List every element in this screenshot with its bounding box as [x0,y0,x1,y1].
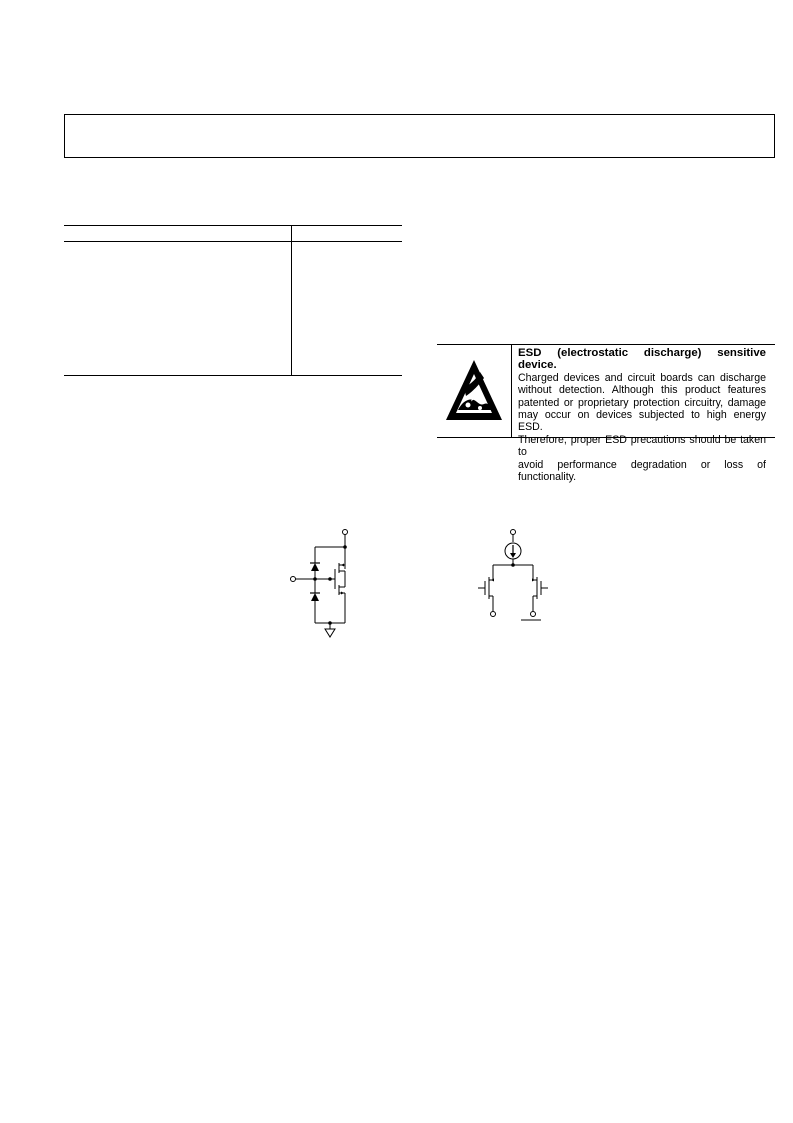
esd-top-rule [437,344,775,345]
esd-body-line: Charged devices and circuit boards can discharge [518,371,766,384]
input-protection-schematic [285,525,365,645]
esd-body-line: may occur on devices subjected to high energy ESD. [518,409,766,434]
table-top-rule [64,225,402,226]
table-column-divider [291,225,292,375]
ground-symbol-icon [325,629,335,637]
table-header-rule [64,241,402,242]
esd-heading: ESD (electrostatic discharge) sensitive device. [518,347,766,372]
esd-divider [511,344,512,438]
esd-body-line: patented or proprietary protection circuitry, damage [518,396,766,409]
esd-caution-box [437,344,775,484]
ratings-table [64,225,402,377]
esd-warning-triangle-icon [444,358,504,422]
esd-body-line: Therefore, proper ESD precautions should be taken to [518,433,766,459]
esd-body-line: avoid performance degradation or loss of functionality. [518,458,766,484]
esd-body-line: without detection. Although this product features [518,384,766,397]
differential-pair-schematic [475,525,555,625]
notice-box [64,114,775,158]
esd-caution-text [518,347,766,483]
table-bottom-rule [64,375,402,376]
